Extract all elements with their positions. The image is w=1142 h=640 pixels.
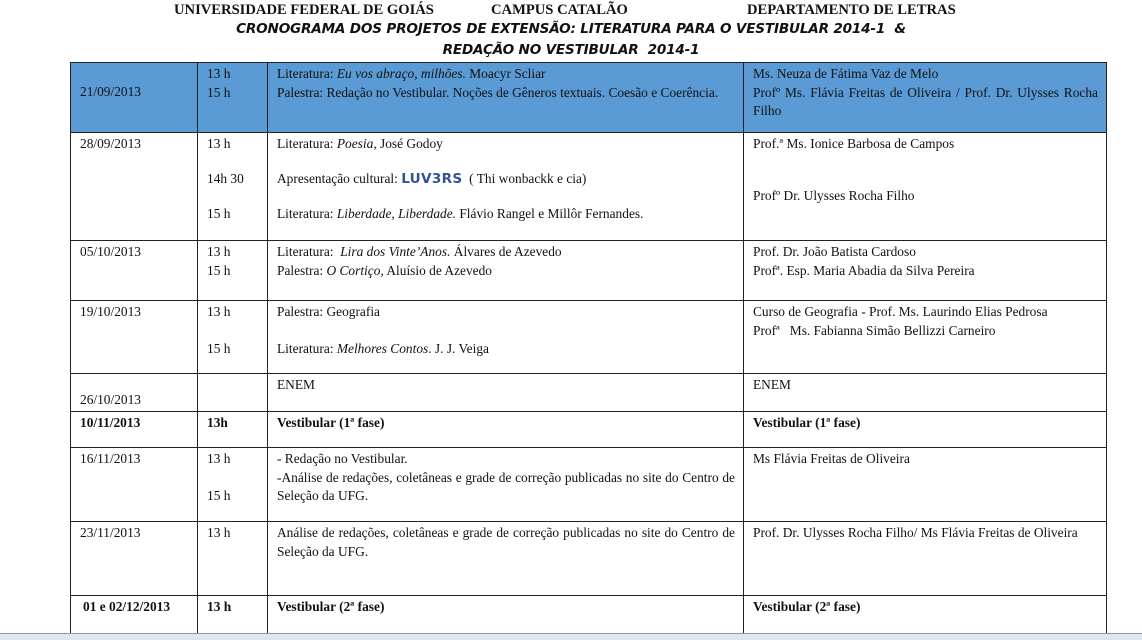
date: 10/11/2013 <box>80 415 141 430</box>
date-cell <box>71 133 198 241</box>
time: 13 h <box>207 136 231 151</box>
time: 15 h <box>207 262 231 278</box>
responsible: Prof. Dr. João Batista Cardoso <box>753 244 916 259</box>
document-header <box>0 2 1142 20</box>
time-cell <box>198 63 268 133</box>
activity: Palestra: Redação no Vestibular. Noções de Gêneros textuais. Coesão e Coerência. <box>277 84 719 100</box>
date: 16/11/2013 <box>80 451 141 466</box>
schedule-row <box>71 374 1107 412</box>
time: 15 h <box>207 487 231 503</box>
responsible-cell <box>744 241 1107 301</box>
date: 23/11/2013 <box>80 525 141 540</box>
date: 19/10/2013 <box>80 304 142 319</box>
responsible-cell <box>744 374 1107 412</box>
date: 21/09/2013 <box>80 84 142 99</box>
time: 13 h <box>207 66 231 81</box>
date-cell <box>71 301 198 374</box>
date-cell <box>71 596 198 636</box>
date: 28/09/2013 <box>80 136 142 151</box>
responsible-cell <box>744 412 1107 448</box>
activity-cell <box>268 448 744 522</box>
schedule-row <box>71 448 1107 522</box>
activity: Vestibular (2ª fase) <box>277 599 385 614</box>
activity-cell <box>268 241 744 301</box>
activity-cell <box>268 301 744 374</box>
activity: Literatura: Lira dos Vinte’Anos. Álvares de Azevedo <box>277 244 562 259</box>
department-name: DEPARTAMENTO DE LETRAS <box>747 2 956 18</box>
activity: Palestra: O Cortiço, Aluísio de Azevedo <box>277 262 492 278</box>
schedule-row <box>71 63 1107 133</box>
campus-name: CAMPUS CATALÃO <box>491 2 628 18</box>
time-cell <box>198 301 268 374</box>
activity: Literatura: Melhores Contos. J. J. Veiga <box>277 340 489 356</box>
responsible-cell <box>744 301 1107 374</box>
date-cell <box>71 448 198 522</box>
activity: -Análise de redações, coletâneas e grade de correção publicadas no site do Centro de Seleção da UFG. <box>277 469 735 503</box>
time: 13h <box>207 415 228 430</box>
university-name: UNIVERSIDADE FEDERAL DE GOIÁS <box>174 2 434 18</box>
responsible: Vestibular (2ª fase) <box>753 599 861 614</box>
time: 13 h <box>207 451 231 466</box>
date-cell <box>71 241 198 301</box>
schedule-table <box>70 62 1107 636</box>
activity: ENEM <box>277 377 315 392</box>
date: 26/10/2013 <box>80 391 142 407</box>
date: 05/10/2013 <box>80 244 142 259</box>
responsible: Profº Dr. Ulysses Rocha Filho <box>753 187 915 203</box>
activity: - Redação no Vestibular. <box>277 451 408 466</box>
activity-cell <box>268 63 744 133</box>
time-cell <box>198 596 268 636</box>
time-cell <box>198 374 268 412</box>
responsible: Curso de Geografia - Prof. Ms. Laurindo Elias Pedrosa <box>753 304 1048 319</box>
time-cell <box>198 412 268 448</box>
time: 14h 30 <box>207 170 244 186</box>
document-title-line1: CRONOGRAMA DOS PROJETOS DE EXTENSÃO: LITERATURA PARA O VESTIBULAR 2014-1 & <box>236 21 906 37</box>
responsible: Profª Ms. Fabianna Simão Bellizzi Carneiro <box>753 322 996 338</box>
activity-cell <box>268 412 744 448</box>
time: 15 h <box>207 206 231 221</box>
time-cell <box>198 448 268 522</box>
schedule-row <box>71 522 1107 596</box>
document-title-line2: REDAÇÃO NO VESTIBULAR 2014-1 <box>442 42 700 58</box>
time: 13 h <box>207 244 231 259</box>
time: 13 h <box>207 599 232 614</box>
time: 15 h <box>207 84 231 100</box>
schedule-row <box>71 596 1107 636</box>
schedule-row <box>71 133 1107 241</box>
date: 01 e 02/12/2013 <box>83 599 171 614</box>
responsible-cell <box>744 448 1107 522</box>
responsible: Ms. Neuza de Fátima Vaz de Melo <box>753 66 939 81</box>
date-cell <box>71 374 198 412</box>
time: 13 h <box>207 525 231 540</box>
activity-cell <box>268 374 744 412</box>
responsible: Prof. Dr. Ulysses Rocha Filho/ Ms Flávia Freitas de Oliveira <box>753 525 1078 540</box>
activity: Literatura: Eu vos abraço, milhões. Moacyr Scliar <box>277 66 546 81</box>
schedule-row <box>71 412 1107 448</box>
responsible: Vestibular (1ª fase) <box>753 415 861 430</box>
activity-cell <box>268 133 744 241</box>
activity: Apresentação cultural: LUV3RS ( Thi wonbackk e cia) <box>277 170 587 187</box>
schedule-row <box>71 241 1107 301</box>
time: 15 h <box>207 340 231 356</box>
responsible-cell <box>744 63 1107 133</box>
time: 13 h <box>207 304 231 319</box>
responsible: Profª. Esp. Maria Abadia da Silva Pereira <box>753 262 975 278</box>
time-cell <box>198 133 268 241</box>
activity: Análise de redações, coletâneas e grade de correção publicadas no site do Centro de Seleção da UFG. <box>277 525 735 559</box>
responsible: Profº Ms. Flávia Freitas de Oliveira / Prof. Dr. Ulysses Rocha Filho <box>753 84 1098 118</box>
activity: Palestra: Geografia <box>277 304 380 319</box>
date-cell <box>71 412 198 448</box>
time-cell <box>198 522 268 596</box>
activity: Literatura: Liberdade, Liberdade. Flávio Rangel e Millôr Fernandes. <box>277 206 644 221</box>
activity-cell <box>268 596 744 636</box>
activity: Vestibular (1ª fase) <box>277 415 385 430</box>
date-cell <box>71 63 198 133</box>
date-cell <box>71 522 198 596</box>
responsible: Ms Flávia Freitas de Oliveira <box>753 451 910 466</box>
activity-cell <box>268 522 744 596</box>
responsible-cell <box>744 522 1107 596</box>
responsible-cell <box>744 133 1107 241</box>
responsible: Prof.ª Ms. Ionice Barbosa de Campos <box>753 136 955 151</box>
responsible: ENEM <box>753 377 791 392</box>
schedule-row <box>71 301 1107 374</box>
activity: Literatura: Poesia, José Godoy <box>277 136 443 151</box>
responsible-cell <box>744 596 1107 636</box>
time-cell <box>198 241 268 301</box>
luv3rs-logo-text: LUV3RS <box>401 170 463 187</box>
